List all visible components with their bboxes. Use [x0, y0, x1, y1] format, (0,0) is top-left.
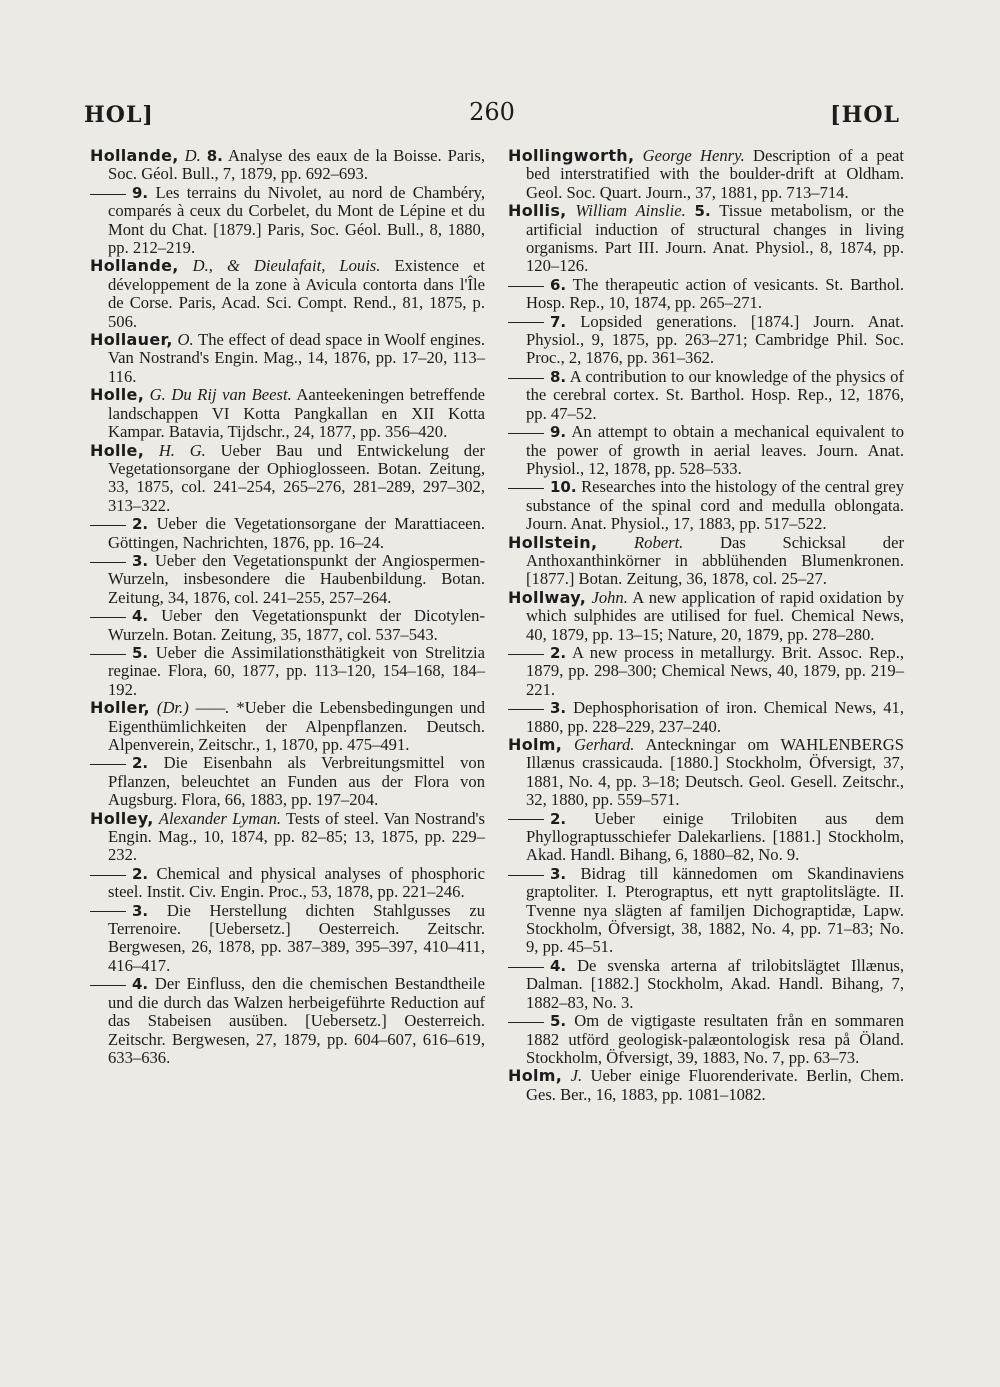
ditto-dash [90, 654, 126, 655]
entry-citation: De svenska arterna af trilobitslägtet Illænus, Dalman. [1882.] Stockholm, Akad. Handl. Bihang, 7, 1882–83, No. 3. [526, 955, 904, 1012]
entry-citation: Bidrag till kännedomen om Skandinaviens graptoliter. I. Pterograptus, ett nytt graptolitslägte. II. Tvenne nya slägten af familjen Dichograptidæ, Lapw. Stockholm, Öfversigt, 38, 1882, No. 4, pp. 71–83; No. 9, pp. 45–51. [526, 863, 904, 957]
author-surname: Holm, [508, 1066, 563, 1086]
entry-citation: Ueber den Vegetationspunkt der Angiospermen-Wurzeln, insbesondere die Haubenbildung. Botan. Zeitung, 34, 1876, col. 241–255, 257–264. [108, 550, 485, 607]
entry-number: 5. [132, 643, 149, 662]
bibliography-entry [90, 607, 485, 644]
entry-citation: Om de vigtigaste resultaten från en sommaren 1882 utförd geologisk-palæontologisk resa på Öland. Stockholm, Öfversigt, 39, 1883, No. 7, pp. 63–73. [526, 1011, 905, 1067]
ditto-dash [90, 562, 126, 563]
entry-number: 4. [132, 975, 149, 994]
ditto-dash [508, 654, 544, 655]
header-left: HOL] [84, 102, 154, 128]
ditto-dash [90, 875, 126, 876]
entry-citation: Tests of steel. Van Nostrand's Engin. Mag., 10, 1874, pp. 82–85; 13, 1875, pp. 229–232. [108, 808, 485, 865]
entry-citation: An attempt to obtain a mechanical equivalent to the power of growth in aerial leaves. Journ. Anat. Physiol., 12, 1878, pp. 528–533. [526, 422, 904, 478]
entry-number: 9. [132, 183, 149, 202]
entry-citation: Ueber Bau und Entwickelung der Vegetationsorgane der Ophioglosseen. Botan. Zeitung, 33, 1875, col. 241–254, 265–276, 281–289, 297–302, 313–322. [108, 440, 485, 515]
bibliography-entry [508, 589, 904, 644]
ditto-dash [90, 194, 126, 195]
bibliography-entry [90, 147, 485, 184]
author-given-name: George Henry. [642, 146, 745, 165]
author-surname: Holle, [90, 440, 145, 460]
entry-number: 8. [206, 147, 223, 165]
ditto-dash [508, 875, 544, 876]
author-surname: Hollis, [508, 201, 567, 221]
ditto-dash [508, 322, 544, 323]
ditto-dash [508, 286, 544, 287]
entry-citation: Ueber den Vegetationspunkt der Dicotylen-Wurzeln. Botan. Zeitung, 35, 1877, col. 537–543. [108, 606, 485, 644]
bibliography-entry [90, 754, 485, 809]
entry-citation: Das Schicksal der Anthoxanthinkörner in abblühenden Blumenkronen. [1877.] Botan. Zeitung, 36, 1878, col. 25–27. [526, 532, 904, 589]
entry-number: 3. [132, 551, 149, 570]
bibliography-entry [90, 184, 485, 258]
right-column [508, 147, 904, 1104]
entry-citation: Anteckningar om WAHLENBERGS Illænus crassicauda. [1880.] Stockholm, Öfversigt, 37, 1881, No. 4, pp. 3–18; Deutsch. Geol. Gesell. Zeitschr., 32, 1880, pp. 559–571. [526, 735, 905, 810]
bibliography-entry [508, 147, 904, 202]
author-surname: Hollande, [90, 146, 179, 165]
bibliography-entry [508, 810, 904, 865]
entry-number: 9. [550, 423, 567, 442]
bibliography-entry [508, 534, 904, 589]
bibliography-entry [90, 386, 485, 441]
entry-number: 2. [132, 864, 149, 883]
bibliography-entry [508, 1012, 904, 1067]
author-surname: Hollway, [508, 587, 587, 607]
bibliography-entry [90, 865, 485, 902]
bibliography-entry [508, 957, 904, 1012]
bibliography-entry [508, 478, 904, 533]
entry-number: 4. [132, 607, 149, 626]
page-number: 260 [469, 98, 515, 126]
author-given-name: D. [184, 146, 201, 165]
bibliography-entry [508, 423, 904, 478]
entry-number: 3. [550, 699, 567, 718]
entry-citation: *Ueber die Lebensbedingungen und Eigenthümlichkeiten der Alpenpflanzen. Deutsch. Alpenverein, Zeitschr., 1, 1870, pp. 475–491. [108, 698, 486, 754]
bibliography-entry [90, 515, 485, 552]
author-given-name: G. Du Rij van Beest. [149, 385, 292, 405]
ditto-dash [508, 819, 544, 820]
author-given-name: Robert. [634, 532, 684, 552]
ditto-dash [90, 525, 126, 526]
entry-citation: Chemical and physical analyses of phosphoric steel. Instit. Civ. Engin. Proc., 53, 1878, pp. 221–246. [108, 863, 485, 902]
entry-citation: Tissue metabolism, or the artificial induction of structural changes in living organisms. Part III. Journ. Anat. Physiol., 8, 1874, pp. 120–126. [526, 201, 905, 276]
entry-citation: Die Herstellung dichten Stahlgusses zu Terrenoire. [Uebersetz.] Oesterreich. Zeitschr. Bergwesen, 26, 1878, pp. 387–389, 395–397, 410–411, 416–417. [108, 900, 486, 975]
entry-citation: Ueber einige Fluorenderivate. Berlin, Chem. Ges. Ber., 16, 1883, pp. 1081–1082. [526, 1066, 905, 1104]
author-given-name: O. [177, 330, 194, 350]
author-surname: Holle, [90, 385, 145, 405]
author-given-name: (Dr.) ——. [156, 698, 230, 718]
ditto-dash [90, 985, 126, 986]
author-surname: Holley, [90, 808, 154, 828]
entry-number: 5. [550, 1012, 567, 1031]
entry-number: 2. [132, 754, 149, 773]
entry-citation: Analyse des eaux de la Boisse. Paris, Soc. Géol. Bull., 7, 1879, pp. 692–693. [108, 146, 485, 184]
entry-number: 3. [132, 901, 149, 920]
entry-citation: Aanteekeningen betreffende landschappen VI Kotta Pangkallan en XII Kotta Kampar. Batavia, Tijdschr., 24, 1877, pp. 356–420. [108, 385, 486, 442]
entry-citation: Lopsided generations. [1874.] Journ. Anat. Physiol., 9, 1875, pp. 263–271; Cambridge Phil. Soc. Proc., 2, 1876, pp. 361–362. [526, 311, 904, 368]
bibliography-entry [90, 975, 485, 1067]
entry-citation: Existence et développement de la zone à Avicula contorta dans l'Île de Corse. Paris, Acad. Sci. Compt. Rend., 81, 1875, p. 506. [108, 256, 485, 331]
entry-citation: Description of a peat bed interstratified with the boulder-drift at Oldham. Geol. Soc. Quart. Journ., 37, 1881, pp. 713–714. [526, 146, 904, 202]
entry-number: 7. [550, 312, 567, 331]
bibliography-entry [508, 736, 904, 810]
left-column [90, 147, 485, 1067]
entry-number: 2. [132, 515, 149, 534]
header-right: [HOL [830, 102, 900, 128]
entry-number: 8. [550, 367, 567, 386]
entry-citation: A new application of rapid oxidation by which sulphides are utilised for fuel. Chemical News, 40, 1879, pp. 13–15; Nature, 20, 1879, pp. 278–280. [526, 587, 904, 644]
entry-citation: Der Einfluss, den die chemischen Bestandtheile und die durch das Walzen herbeigeführte Reduction auf das Stabeisen ausüben. [Uebersetz.] Oesterreich. Zeitschr. Bergwesen, 27, 1879, pp. 604–607, 616–619, 633–636. [108, 974, 485, 1067]
author-given-name: Alexander Lyman. [158, 808, 282, 828]
bibliography-entry [508, 1067, 904, 1104]
author-given-name: John. [591, 587, 628, 607]
entry-citation: Researches into the histology of the central grey substance of the spinal cord and medulla oblongata. Journ. Anat. Physiol., 17, 1883, pp. 517–522. [526, 477, 904, 534]
bibliography-entry [90, 810, 485, 865]
bibliography-entry [508, 276, 904, 313]
entry-number: 2. [550, 643, 567, 662]
entry-citation: Ueber die Assimilationsthätigkeit von Strelitzia reginae. Flora, 60, 1877, pp. 113–120, 154–168, 184–192. [108, 642, 485, 699]
bibliography-entry [90, 902, 485, 976]
bibliography-entry [508, 313, 904, 368]
ditto-dash [90, 764, 126, 765]
entry-number: 6. [550, 275, 567, 294]
author-given-name: D., & Dieulafait, Louis. [192, 256, 381, 276]
bibliography-entry [90, 331, 485, 386]
bibliography-entry [508, 865, 904, 957]
ditto-dash [508, 433, 544, 434]
author-given-name: Gerhard. [574, 735, 635, 754]
author-surname: Hollingworth, [508, 146, 635, 165]
entry-citation: Dephosphorisation of iron. Chemical News, 41, 1880, pp. 228–229, 237–240. [526, 698, 904, 736]
bibliography-entry [508, 202, 904, 276]
entry-citation: A new process in metallurgy. Brit. Assoc. Rep., 1879, pp. 298–300; Chemical News, 40, 1879, pp. 219–221. [526, 642, 904, 699]
bibliography-entry [90, 442, 485, 516]
author-surname: Hollstein, [508, 532, 598, 552]
entry-number: 10. [550, 478, 577, 497]
entry-number: 2. [550, 809, 567, 828]
entry-citation: The therapeutic action of vesicants. St. Barthol. Hosp. Rep., 10, 1874, pp. 265–271. [526, 274, 904, 313]
bibliography-entry [508, 699, 904, 736]
ditto-dash [508, 1022, 544, 1023]
entry-citation: A contribution to our knowledge of the physics of the cerebral cortex. St. Barthol. Hosp. Rep., 12, 1876, pp. 47–52. [526, 366, 905, 423]
ditto-dash [508, 967, 544, 968]
author-surname: Hollande, [90, 256, 179, 276]
bibliography-entry [508, 368, 904, 423]
author-surname: Hollauer, [90, 330, 173, 350]
entry-citation: The effect of dead space in Woolf engines. Van Nostrand's Engin. Mag., 14, 1876, pp. 17–20, 113–116. [108, 330, 485, 386]
author-given-name: H. G. [158, 440, 206, 460]
ditto-dash [90, 911, 126, 912]
ditto-dash [508, 378, 544, 379]
entry-citation: Ueber einige Trilobiten aus dem Phyllograptusschiefer Dalekarliens. [1881.] Stockholm, Akad. Handl. Bihang, 6, 1880–82, No. 9. [526, 808, 904, 865]
bibliography-entry [508, 644, 904, 699]
author-surname: Holler, [90, 698, 150, 718]
bibliography-entry [90, 257, 485, 331]
ditto-dash [508, 709, 544, 710]
bibliography-entry [90, 699, 485, 754]
running-header [84, 98, 900, 138]
ditto-dash [90, 617, 126, 618]
entry-citation: Les terrains du Nivolet, au nord de Chambéry, comparés à ceux du Corbelet, du Mont de Lépine et du Mont du Chat. [1879.] Paris, Soc. Géol. Bull., 8, 1880, pp. 212–219. [108, 182, 485, 258]
entry-number: 3. [550, 864, 567, 883]
author-given-name: William Ainslie. [575, 201, 686, 221]
entry-number: 5. [694, 202, 711, 221]
author-surname: Holm, [508, 735, 563, 754]
entry-citation: Ueber die Vegetationsorgane der Marattiaceen. Göttingen, Nachrichten, 1876, pp. 16–24. [108, 514, 485, 552]
ditto-dash [508, 488, 544, 489]
author-given-name: J. [570, 1066, 583, 1086]
entry-citation: Die Eisenbahn als Verbreitungsmittel von Pflanzen, beleuchtet an Funden aus der Flora von Augsburg. Flora, 66, 1883, pp. 197–204. [108, 753, 485, 810]
bibliography-entry [90, 644, 485, 699]
entry-number: 4. [550, 956, 567, 975]
bibliography-entry [90, 552, 485, 607]
